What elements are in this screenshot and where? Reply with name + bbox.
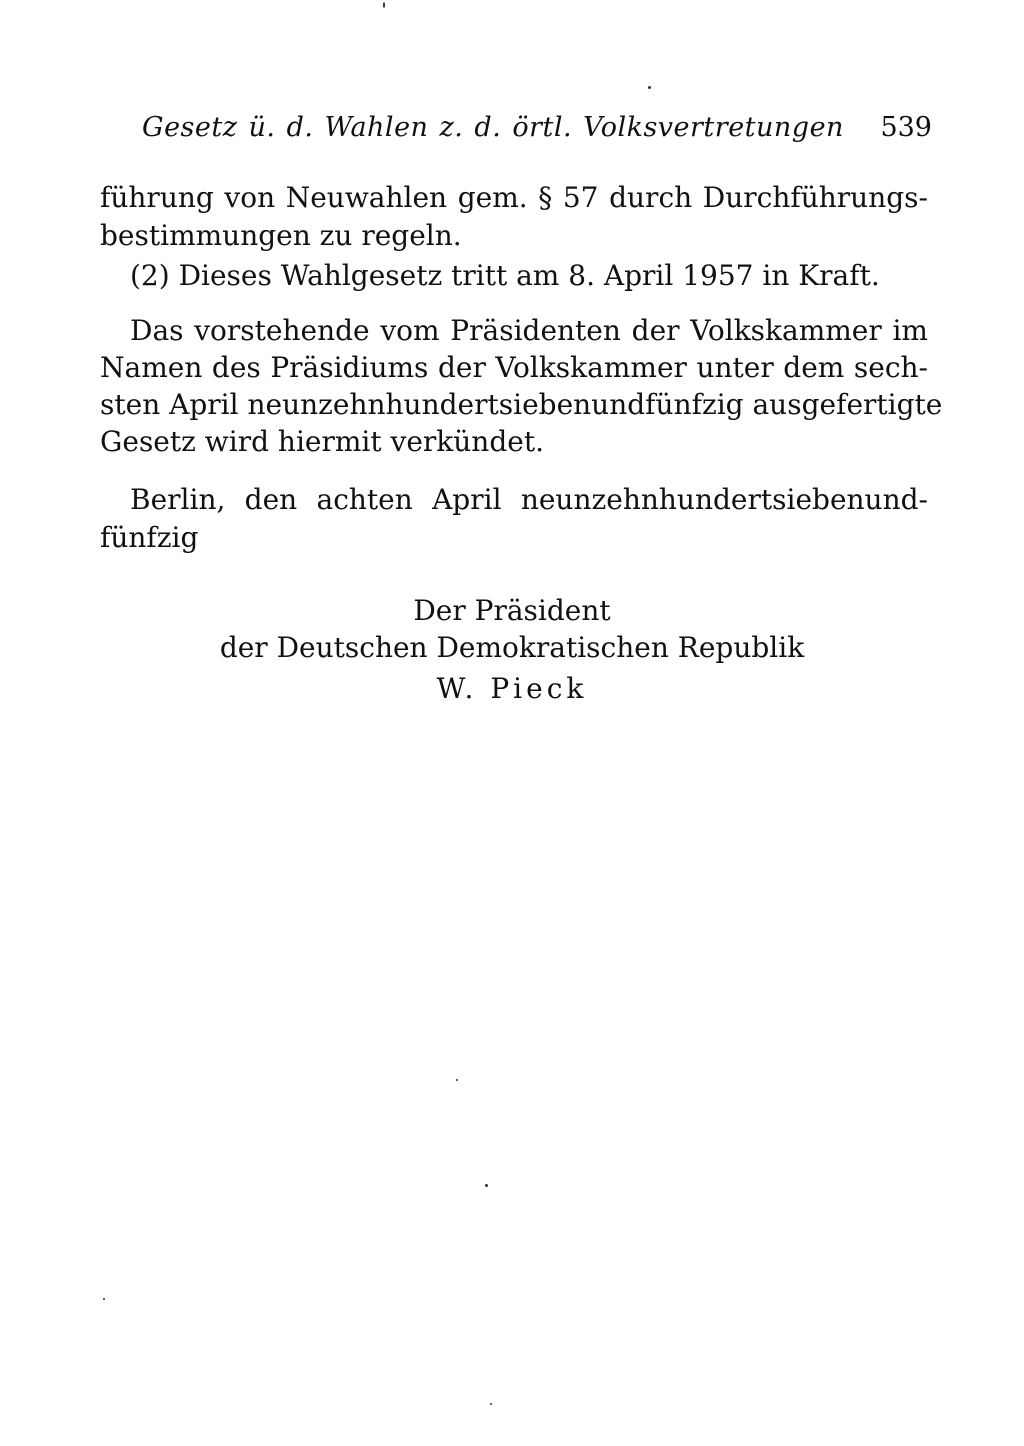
running-title: Gesetz ü. d. Wahlen z. d. örtl. Volksvertretungen (142, 112, 844, 143)
signature-name: W. Pieck (436, 672, 588, 705)
body-line: bestimmungen zu regeln. (100, 219, 462, 252)
body-line: (2) Dieses Wahlgesetz tritt am 8. April 1957 in Kraft. (130, 259, 880, 292)
scan-speck (485, 1184, 488, 1187)
body-line: Namen des Präsidiums der Volkskammer unter dem sech- (100, 351, 928, 384)
page-number: 539 (880, 112, 932, 143)
running-head (142, 112, 932, 152)
scan-speck (103, 1298, 105, 1300)
body-line: fünfzig (100, 521, 199, 554)
scan-speck (648, 86, 651, 89)
scan-speck (456, 1079, 458, 1081)
body-line: sten April neunzehnhundertsiebenundfünfzig ausgefertigte (100, 388, 943, 421)
body-line: führung von Neuwahlen gem. § 57 durch Durchführungs- (100, 181, 928, 214)
signature-title: Der Präsident (413, 594, 611, 627)
scan-speck (490, 1403, 492, 1405)
scan-speck (383, 2, 385, 8)
signature-institution: der Deutschen Demokratischen Republik (219, 631, 805, 664)
body-line: Das vorstehende vom Präsidenten der Volkskammer im (130, 314, 928, 347)
body-line: Berlin, den achten April neunzehnhundertsiebenund- (130, 483, 928, 516)
body-line: Gesetz wird hiermit verkündet. (100, 425, 544, 458)
